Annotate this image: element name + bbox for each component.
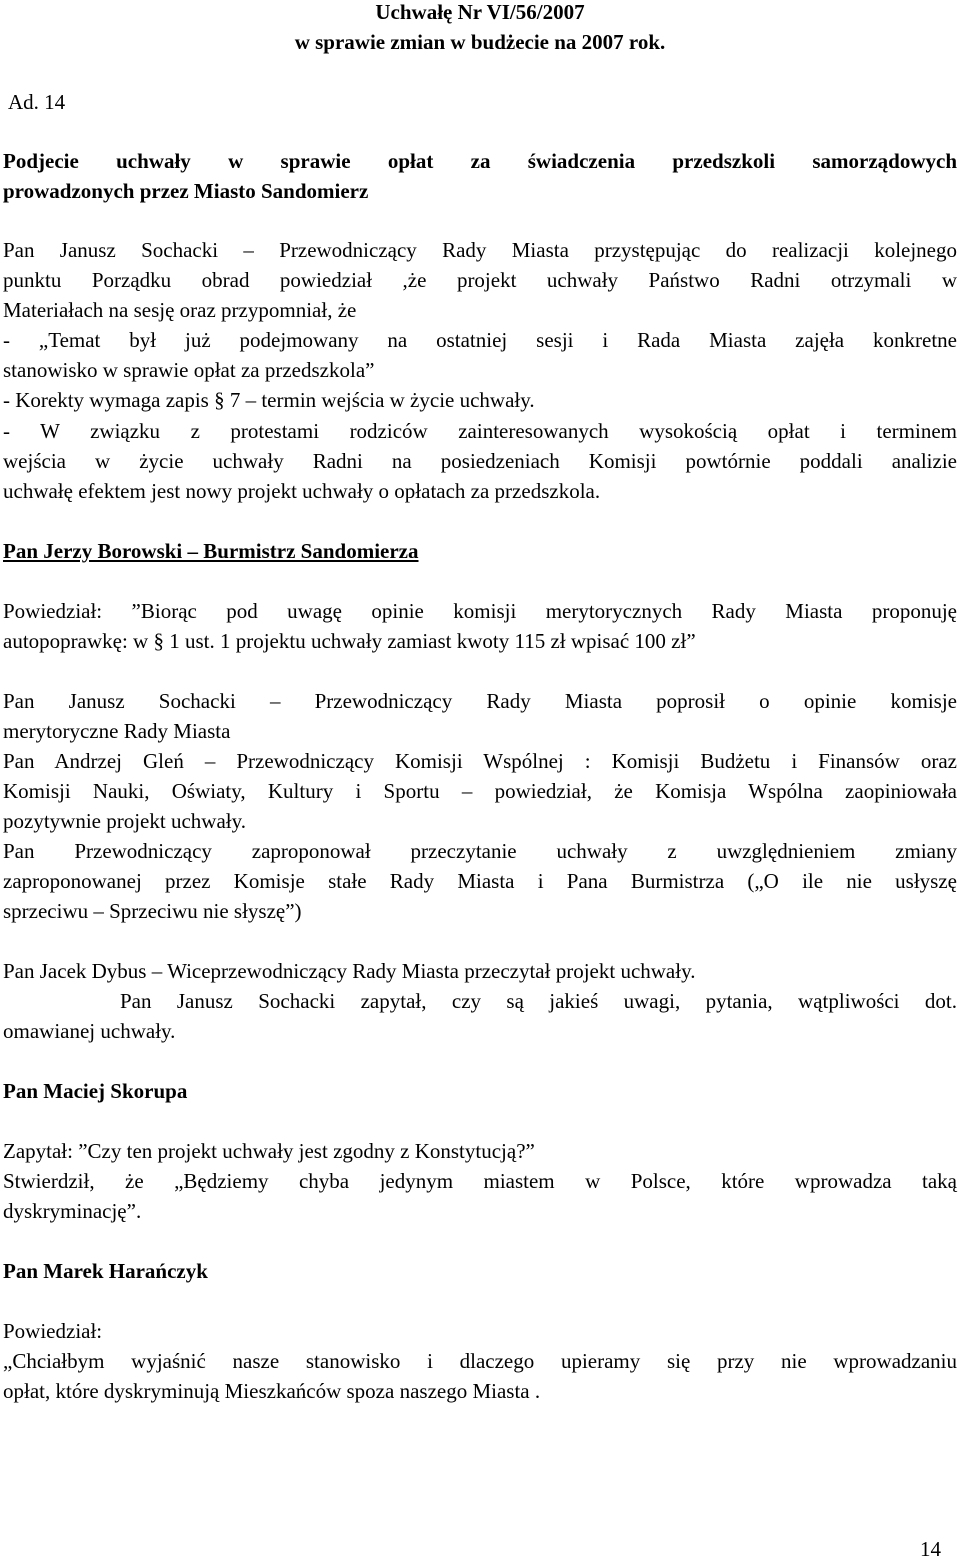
paragraph-line: wejścia w życie uchwały Radni na posiedzeniach Komisji powtórnie poddali analizie [3,449,957,473]
agenda-item: Ad. 14 [8,90,66,114]
speaker-name: Pan Maciej Skorupa [3,1079,188,1103]
paragraph-line: „Chciałbym wyjaśnić nasze stanowisko i dlaczego upieramy się przy nie wprowadzaniu [3,1349,957,1373]
paragraph-line: pozytywnie projekt uchwały. [3,809,246,833]
paragraph-line: sprzeciwu – Sprzeciwu nie słyszę”) [3,899,302,923]
paragraph-line: Pan Andrzej Gleń – Przewodniczący Komisji Wspólnej : Komisji Budżetu i Finansów oraz [3,749,957,773]
paragraph-line: autopoprawkę: w § 1 ust. 1 projektu uchwały zamiast kwoty 115 zł wpisać 100 zł” [3,629,696,653]
paragraph-line: opłat, które dyskryminują Mieszkańców spoza naszego Miasta . [3,1379,541,1403]
paragraph-line: Powiedział: ”Biorąc pod uwagę opinie komisji merytorycznych Rady Miasta proponuję [3,599,957,623]
speaker-name: Pan Marek Harańczyk [3,1259,208,1283]
resolution-title: Uchwałę Nr VI/56/2007 [375,0,585,24]
heading-line: prowadzonych przez Miasto Sandomierz [3,179,369,203]
paragraph-line: Pan Janusz Sochacki – Przewodniczący Rady Miasta przystępując do realizacji kolejnego [3,238,957,262]
paragraph-line: punktu Porządku obrad powiedział ,że projekt uchwały Państwo Radni otrzymali w [3,268,957,292]
paragraph-line: Materiałach na sesję oraz przypomniał, że [3,298,357,322]
paragraph-line: Zapytał: ”Czy ten projekt uchwały jest zgodny z Konstytucją?” [3,1139,535,1163]
heading-line: Podjecie uchwały w sprawie opłat za świadczenia przedszkoli samorządowych [3,149,957,173]
paragraph-line: merytoryczne Rady Miasta [3,719,231,743]
paragraph-line: uchwałę efektem jest nowy projekt uchwały o opłatach za przedszkola. [3,479,601,503]
page-number: 14 [920,1537,941,1561]
resolution-subtitle: w sprawie zmian w budżecie na 2007 rok. [294,30,666,54]
paragraph-line: Pan Janusz Sochacki zapytał, czy są jakieś uwagi, pytania, wątpliwości dot. [120,989,957,1013]
paragraph-line: Powiedział: [3,1319,103,1343]
paragraph-line: - Korekty wymaga zapis § 7 – termin wejścia w życie uchwały. [3,388,535,412]
paragraph-line: Pan Przewodniczący zaproponował przeczytanie uchwały z uwzględnieniem zmiany [3,839,957,863]
paragraph-line: Stwierdził, że „Będziemy chyba jedynym miastem w Polsce, które wprowadza taką [3,1169,957,1193]
paragraph-line: stanowisko w sprawie opłat za przedszkola” [3,358,375,382]
paragraph-line: - W związku z protestami rodziców zainteresowanych wysokością opłat i terminem [3,419,957,443]
paragraph-line: omawianej uchwały. [3,1019,176,1043]
paragraph-line: Pan Jacek Dybus – Wiceprzewodniczący Rady Miasta przeczytał projekt uchwały. [3,959,696,983]
paragraph-line: Komisji Nauki, Oświaty, Kultury i Sportu – powiedział, że Komisja Wspólna zaopiniowała [3,779,957,803]
paragraph-line: dyskryminację”. [3,1199,142,1223]
speaker-name: Pan Jerzy Borowski – Burmistrz Sandomierza [3,539,419,563]
paragraph-line: zaproponowanej przez Komisje stałe Rady Miasta i Pana Burmistrza („O ile nie usłyszę [3,869,957,893]
paragraph-line: - „Temat był już podejmowany na ostatniej sesji i Rada Miasta zajęła konkretne [3,328,957,352]
paragraph-line: Pan Janusz Sochacki – Przewodniczący Rady Miasta poprosił o opinie komisje [3,689,957,713]
